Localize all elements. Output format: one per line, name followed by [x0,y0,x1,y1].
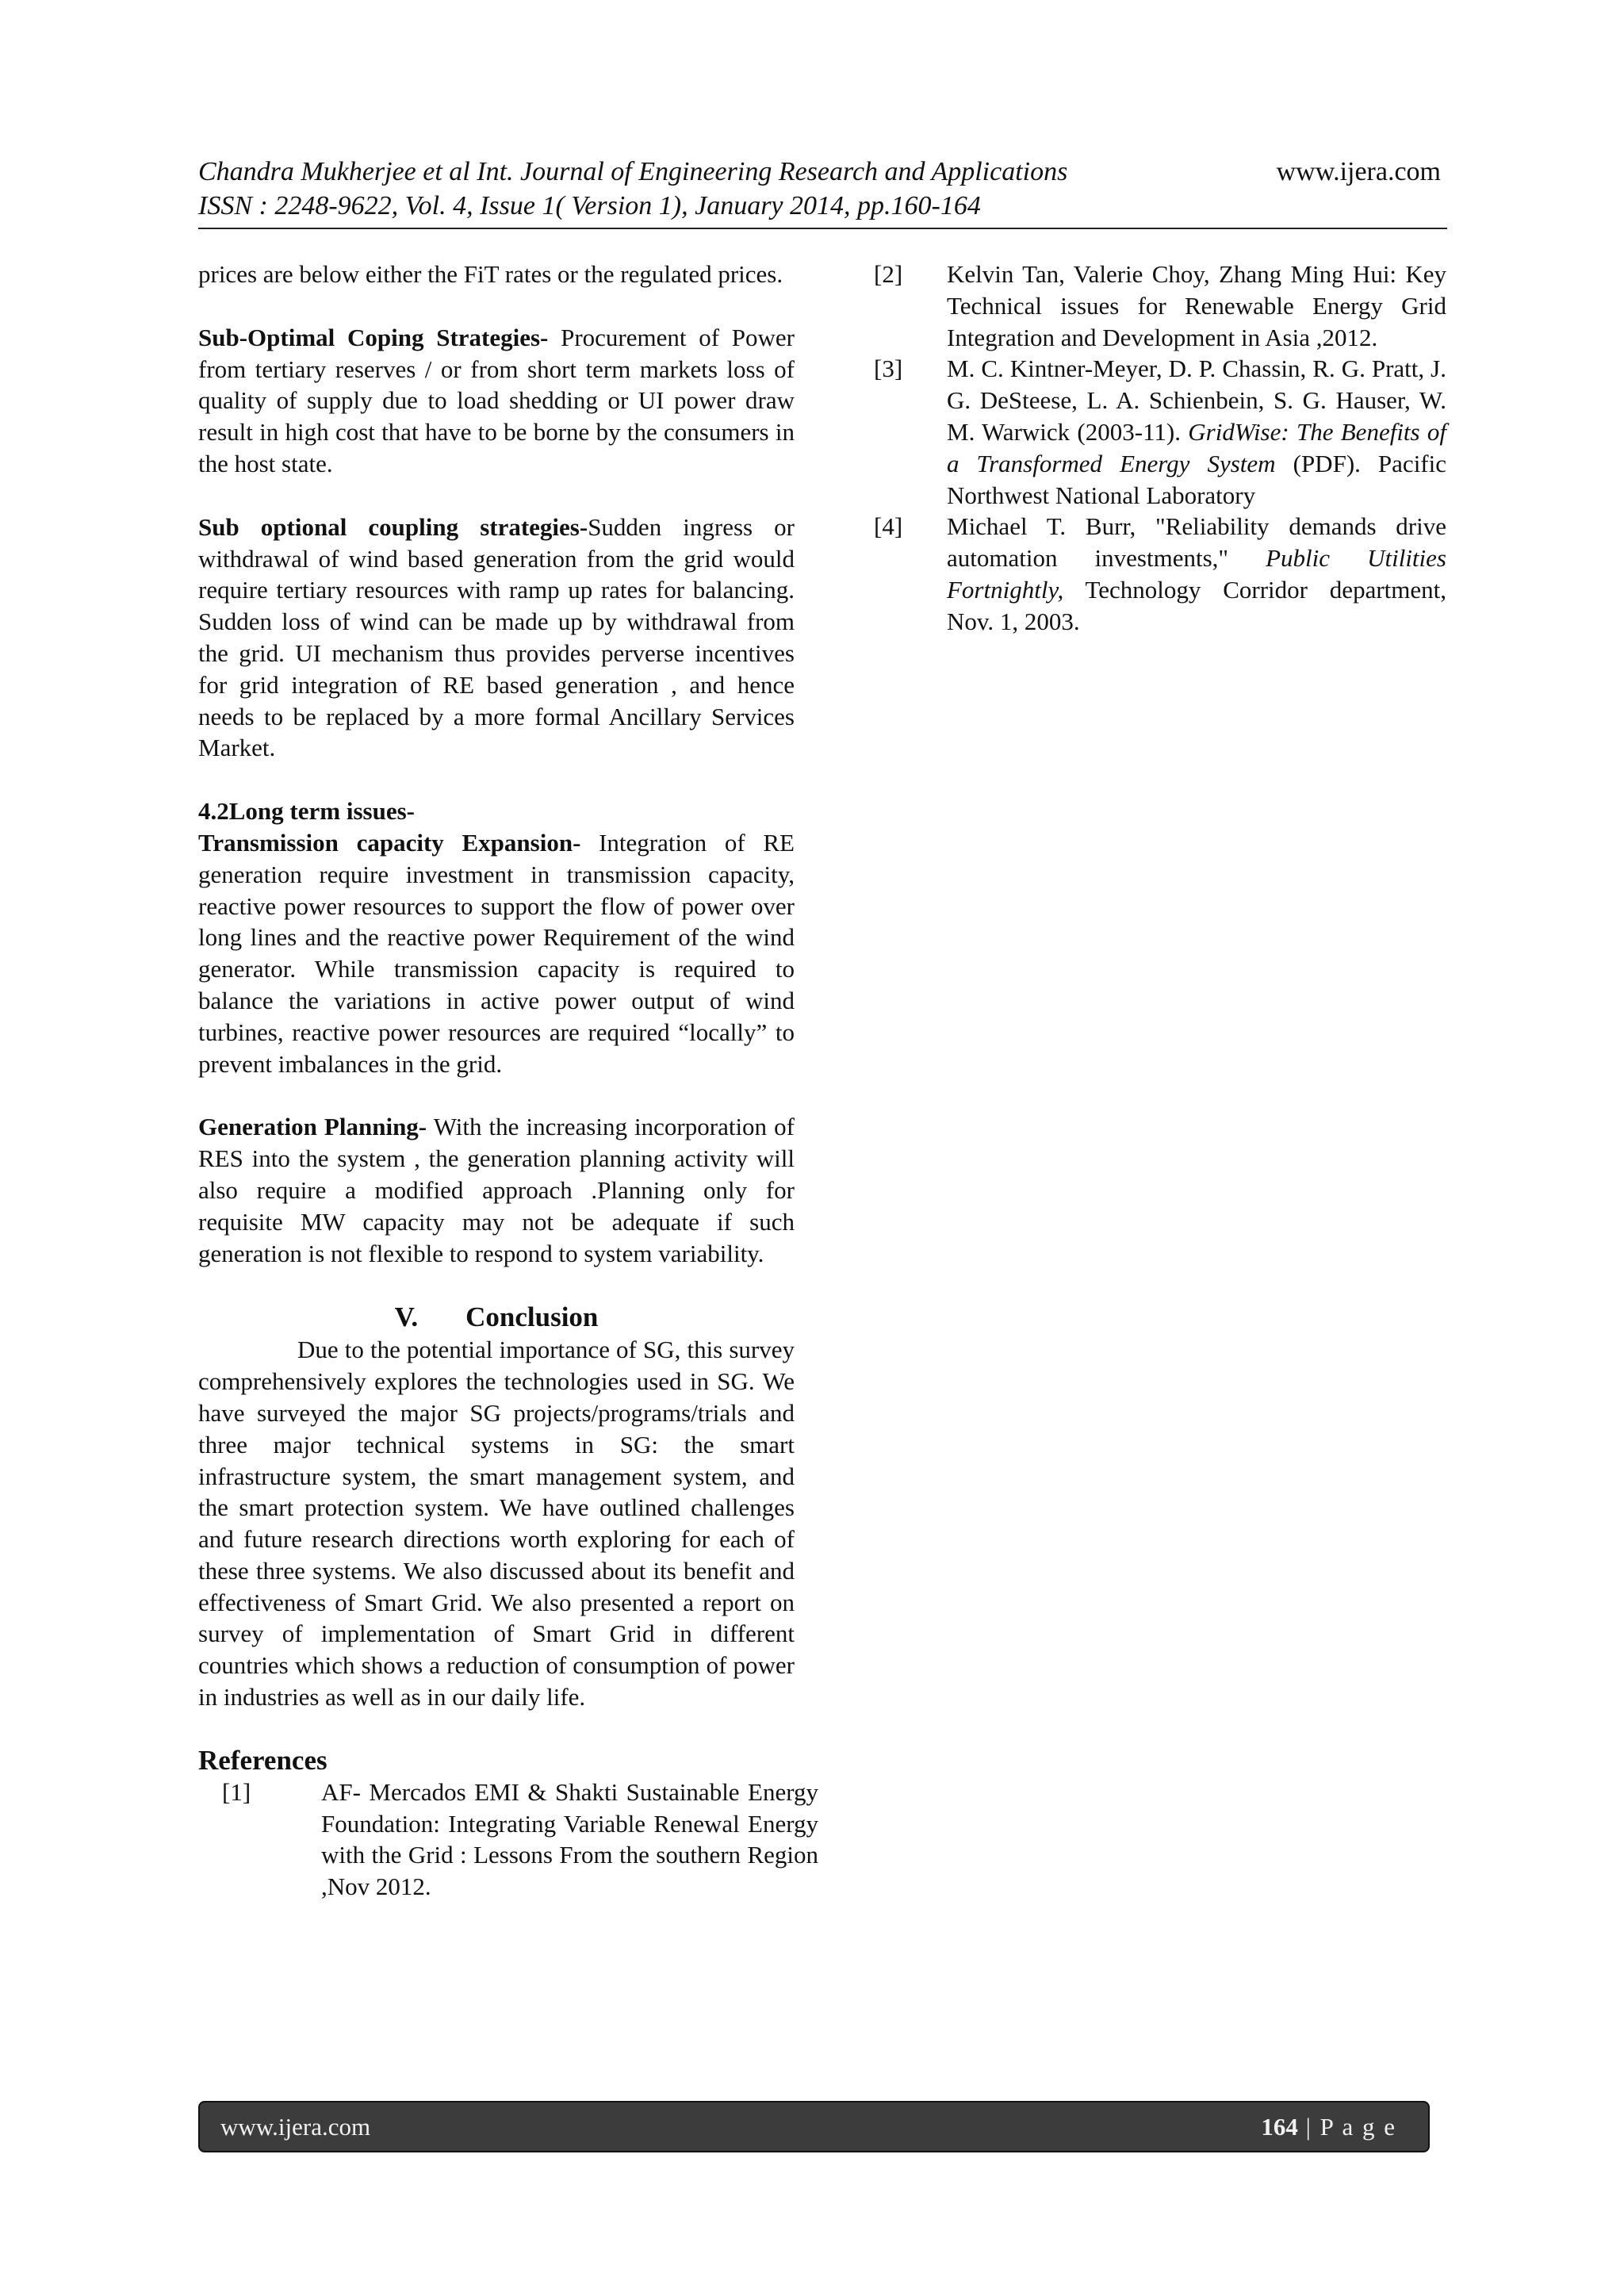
issn-line: ISSN : 2248-9622, Vol. 4, Issue 1( Version 1), January 2014, pp.160-164 [198,191,981,220]
paragraph-conclusion: Due to the potential importance of SG, this survey comprehensively explores the technologies used in SG. We have surveyed the major SG projects/programs/trials and three major technical systems in SG: the smart infrastructure system, the smart management system, and the smart protection system. We have outlined challenges and future research directions worth exploring for each of these three systems. We also discussed about its benefit and effectiveness of Smart Grid. We also presented a report on survey of implementation of Smart Grid in different countries which shows a reduction of consumption of power in industries as well as in our daily life. [198,1336,795,1711]
footer-website: www.ijera.com [220,2113,371,2141]
paragraph-sub-optimal [198,322,795,480]
reference-1-number: [1] [222,1777,251,1806]
reference-4-author: Michael T. Burr, "Reliability demands drive automation investments," [947,512,1446,573]
reference-2-text: Kelvin Tan, Valerie Choy, Zhang Ming Hui: Key Technical issues for Renewable Energy Grid Integration and Development in Asia ,2012. [947,260,1446,351]
sub-optimal-text: Procurement of Power from tertiary reserves / or from short term markets loss of quality of supply due to load shedding or UI power draw result in high cost that have to be borne by the consumers in the host state. [198,323,795,477]
references-heading: References [198,1744,327,1776]
sub-optional-heading: Sub optional coupling strategies- [198,512,588,541]
generation-heading: Generation Planning- [198,1113,427,1141]
conclusion-title: Conclusion [465,1301,599,1333]
generation-text: With the increasing incorporation of RES into the system , the generation planning activity will also require a modified approach .Planning only for requisite MW capacity may not be adequate if such generation is not flexible to respond to system variability. [198,1113,795,1267]
reference-4-details: Technology Corridor department, Nov. 1, 2003. [947,575,1446,635]
reference-3-title: GridWise: The Benefits of a Transformed Energy System [947,417,1446,477]
sub-optional-text: Sudden ingress or withdrawal of wind based generation from the grid would require tertiary resources with ramp up rates for balancing. Sudden loss of wind can be made up by withdrawal from the grid. UI mechanism thus provides perverse incentives for grid integration of RE based generation , and hence needs to be replaced by a more formal Ancillary Services Market. [198,512,795,762]
footer-page-label: | P a g e [1297,2113,1396,2141]
conclusion-heading [198,1301,795,1334]
paragraph-transmission [198,827,795,1079]
reference-3 [874,353,1446,511]
reference-4-text [947,511,1446,637]
reference-3-authors: M. C. Kintner-Meyer, D. P. Chassin, R. G. Pratt, J. G. DeSteese, L. A. Schienbein, S. G. Hauser, W. M. Warwick (2003-11). [947,355,1446,446]
footer-page-info [1261,2112,1396,2142]
paragraph-prices: prices are below either the FiT rates or the regulated prices. [198,260,783,288]
long-term-heading [198,795,795,827]
footer-bar [198,2101,1430,2152]
reference-4-journal: Public Utilities Fortnightly, [947,544,1446,604]
journal-header: Chandra Mukherjee et al Int. Journal of Engineering Research and Applications [198,157,1068,186]
transmission-text: Integration of RE generation require investment in transmission capacity, reactive power resources to support the flow of power over long lines and the reactive power Requirement of the wind generator. While transmission capacity is required to balance the variations in active power output of wind turbines, reactive power resources are required “locally” to prevent imbalances in the grid. [198,828,795,1078]
sub-optimal-heading: Sub-Optimal Coping Strategies- [198,323,549,351]
header-website: www.ijera.com [1276,157,1441,186]
conclusion-number: V. [394,1301,419,1333]
reference-4 [874,511,1446,637]
footer-page-number: 164 [1261,2113,1298,2141]
reference-1-text: AF- Mercados EMI & Shakti Sustainable Energy Foundation: Integrating Variable Renewal Energy with the Grid : Lessons From the southern Region ,Nov 2012. [321,1777,818,1901]
reference-3-number: [3] [874,355,903,383]
header-rule [198,228,1447,229]
left-column [198,259,818,1903]
reference-2 [874,259,1446,353]
transmission-heading: Transmission capacity Expansion- [198,828,581,857]
long-term-heading-text: 4.2Long term issues- [198,797,415,826]
right-column [874,259,1446,638]
paragraph-sub-optional [198,512,795,764]
reference-2-number: [2] [874,260,903,288]
reference-1 [198,1777,818,1903]
reference-3-text [947,353,1446,511]
paragraph-generation [198,1111,795,1269]
reference-4-number: [4] [874,512,903,541]
reference-3-publisher: (PDF). Pacific Northwest National Laboratory [947,449,1446,509]
